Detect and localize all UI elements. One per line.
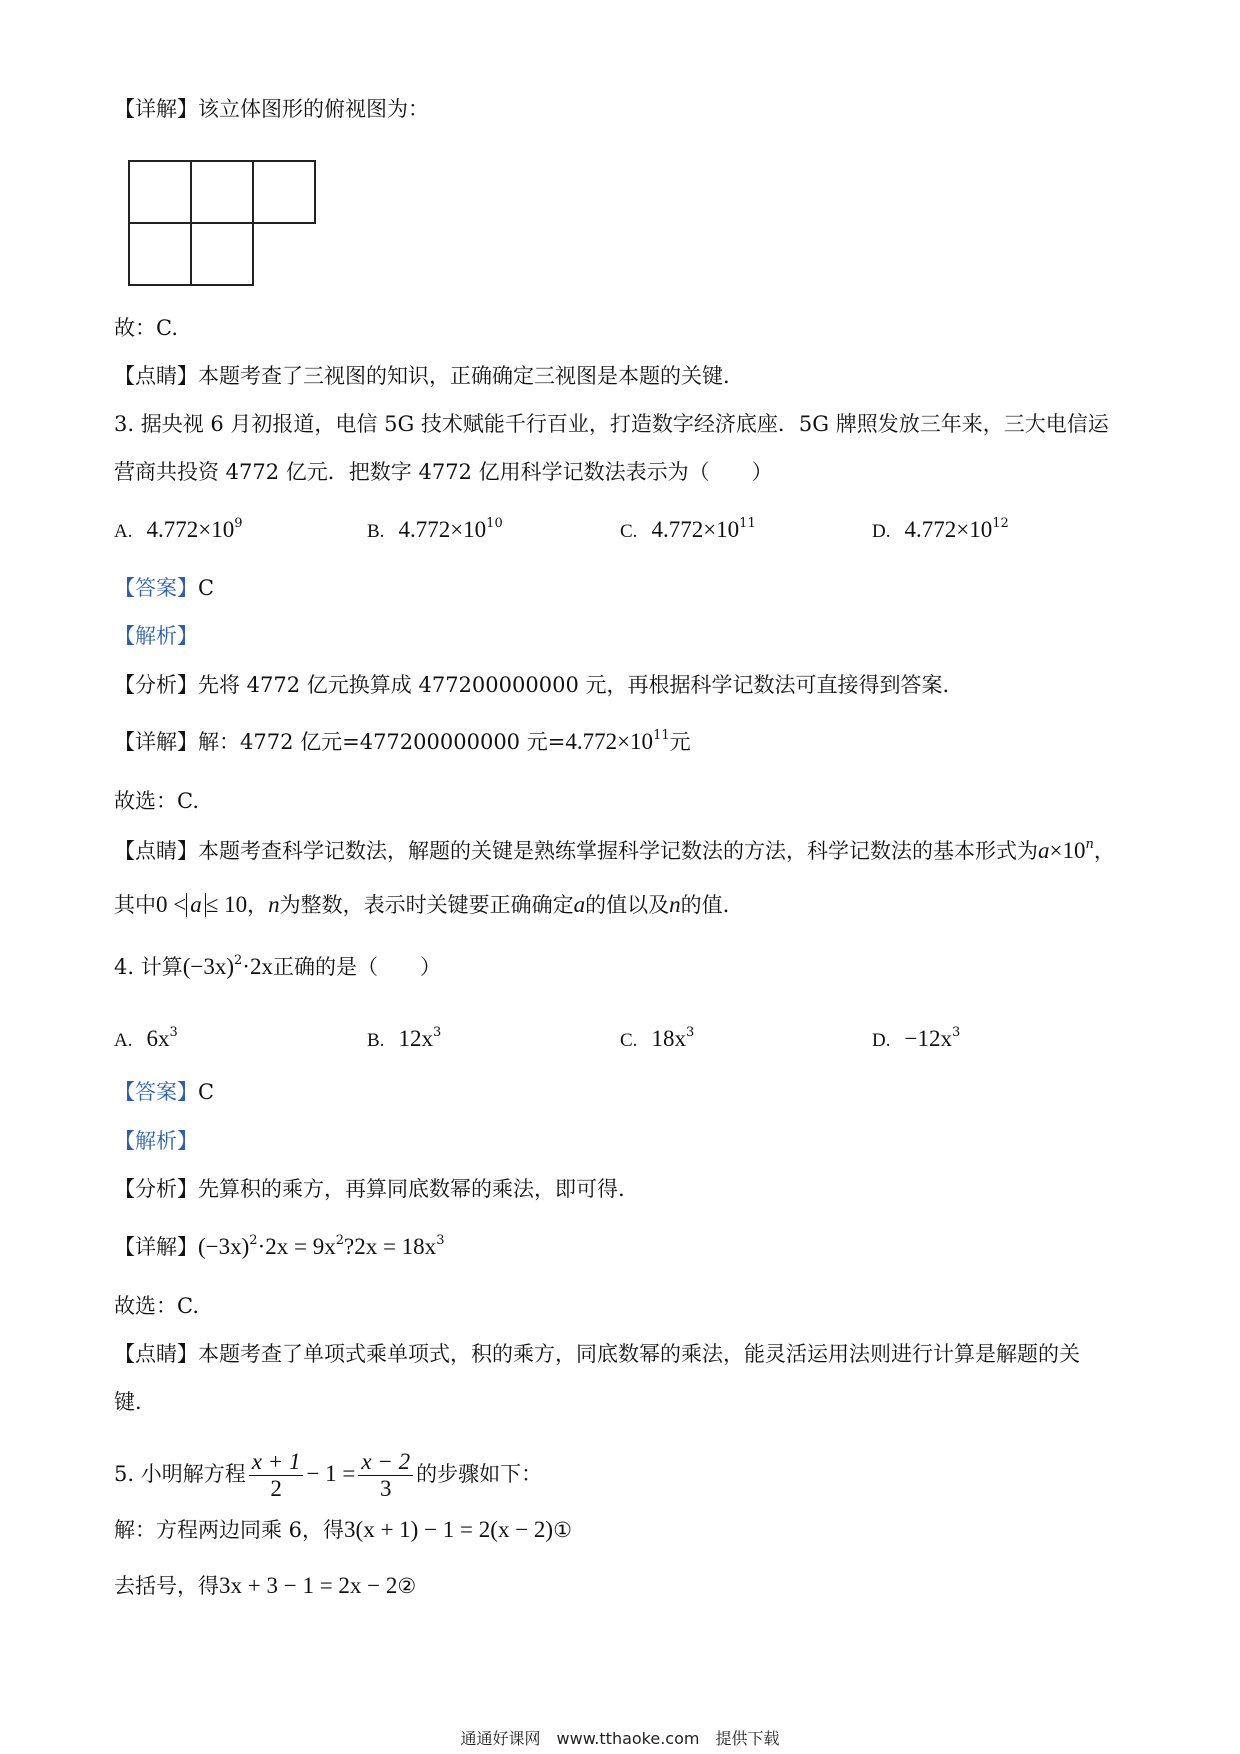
punctuation: ， — [1093, 839, 1115, 863]
math-var-n: n — [669, 892, 681, 917]
option-label: A. — [114, 521, 133, 542]
math-ineq-right: ≤ 10 — [205, 892, 248, 917]
top-view-cell — [190, 160, 254, 224]
option-exponent: 3 — [685, 1025, 695, 1040]
punctuation: ， — [247, 893, 269, 917]
q3-option-b — [367, 515, 503, 547]
q4-detail-mid: ·2x = 9x — [257, 1234, 336, 1259]
option-exponent: 12 — [992, 516, 1009, 531]
option-exponent: 11 — [739, 516, 756, 531]
option-exponent: 3 — [169, 1025, 178, 1040]
q4-insight-text: 本题考查了单项式乘单项式，积的乘方，同底数幂的乘法，能灵活运用法则进行计算是解题的关 — [198, 1342, 1080, 1366]
q5-step1-text: 解：方程两边同乘 6，得 — [114, 1518, 345, 1542]
prev-insight-text: 本题考查了三视图的知识，正确确定三视图是本题的关键. — [198, 364, 730, 388]
q5-fraction-1 — [249, 1449, 304, 1502]
fraction-numerator: x + 1 — [249, 1449, 304, 1476]
option-label: C. — [620, 521, 638, 542]
math-times-ten: ×10 — [1049, 838, 1086, 863]
q4-detail-exponent: 2 — [249, 1233, 258, 1248]
q4-answer-value: C — [198, 1080, 215, 1104]
q3-stem-line1: 3. 据央视 6 月初报道，电信 5G 技术赋能千行百业，打造数字经济底座．5G 牌照发放三年来，三大电信运 — [114, 412, 1109, 436]
q3-option-d — [872, 515, 1009, 547]
q3-stem-line2: 营商共投资 4772 亿元．把数字 4772 亿用科学记数法表示为（ ） — [114, 460, 773, 484]
option-value: 4.772×10 — [651, 517, 740, 542]
q3-detail — [114, 727, 691, 757]
q3-option-a — [114, 515, 243, 547]
option-value: 6x — [146, 1026, 170, 1051]
q4-option-d — [872, 1024, 960, 1056]
prev-insight — [114, 361, 730, 391]
analyze-tag: 【分析】 — [114, 673, 198, 697]
q4-insight-line2: 键. — [114, 1390, 142, 1414]
analyze-tag: 【分析】 — [114, 1177, 198, 1201]
option-label: D. — [872, 1030, 891, 1051]
q3-detail-text: 解：4772 亿元=477200000000 元= — [198, 730, 566, 754]
q4-detail-mid: ?2x = 18x — [344, 1234, 437, 1259]
q5-fraction-2 — [358, 1449, 413, 1502]
math-var-a: a — [573, 892, 586, 917]
q4-option-a — [114, 1024, 178, 1056]
q5-step2-equation: 3x + 3 − 1 = 2x − 2 — [219, 1573, 398, 1598]
top-view-cell — [190, 222, 254, 286]
detail-tag: 【详解】 — [114, 97, 198, 121]
q4-analysis — [114, 1174, 625, 1204]
q3-detail-suffix: 元 — [669, 730, 691, 754]
q3-analysis — [114, 670, 949, 700]
option-value: 12x — [398, 1026, 433, 1051]
top-view-cell — [128, 160, 192, 224]
q5-step1 — [114, 1515, 572, 1545]
detail-tag: 【详解】 — [114, 1235, 198, 1259]
q3-conclusion: 故选：C. — [114, 789, 199, 813]
text: 的值以及 — [585, 893, 670, 917]
option-label: C. — [620, 1030, 638, 1051]
math-var-a: a — [1038, 838, 1050, 863]
q4-expr-base: (−3x) — [182, 954, 235, 979]
q3-answer — [114, 573, 214, 603]
option-label: B. — [367, 1030, 385, 1051]
q3-detail-value: 4.772×10 — [565, 729, 654, 754]
math-ineq-left: 0 < — [156, 892, 187, 917]
option-label: B. — [367, 521, 385, 542]
option-value: 4.772×10 — [146, 517, 235, 542]
fraction-denominator: 3 — [380, 1476, 392, 1501]
q5-step2 — [114, 1571, 416, 1601]
insight-tag: 【点睛】 — [114, 839, 198, 863]
math-exponent-n: n — [1085, 837, 1094, 852]
q5-step2-text: 去括号，得 — [114, 1574, 219, 1598]
q5-step1-mark: ① — [553, 1518, 572, 1542]
prev-conclusion: 故：C. — [114, 316, 178, 340]
q4-detail-base: (−3x) — [198, 1234, 250, 1259]
option-label: D. — [872, 521, 891, 542]
option-exponent: 3 — [951, 1025, 961, 1040]
option-exponent: 3 — [432, 1025, 442, 1040]
q5-step2-mark: ② — [397, 1574, 417, 1598]
q3-answer-value: C — [198, 576, 215, 600]
option-value: 4.772×10 — [904, 517, 993, 542]
math-var-n: n — [268, 892, 280, 917]
q4-option-b — [367, 1024, 441, 1056]
insight-tag: 【点睛】 — [114, 1342, 198, 1366]
q5-prefix: 5. 小明解方程 — [114, 1462, 246, 1486]
q4-detail-exponent: 2 — [335, 1233, 344, 1248]
detail-tag: 【详解】 — [114, 730, 198, 754]
q3-analysis-text: 先将 4772 亿元换算成 477200000000 元，再根据科学记数法可直接得到答案. — [198, 673, 950, 697]
q4-option-c — [620, 1024, 694, 1056]
prev-detail-line — [114, 94, 429, 124]
q4-expr-exponent: 2 — [234, 953, 243, 968]
option-exponent: 9 — [234, 516, 243, 531]
q4-conclusion: 故选：C. — [114, 1294, 199, 1318]
q5-stem — [114, 1446, 542, 1502]
q4-answer — [114, 1077, 214, 1107]
text: 的值. — [680, 893, 730, 917]
answer-tag: 【答案】 — [114, 576, 198, 600]
answer-tag: 【答案】 — [114, 1080, 198, 1104]
q4-detail — [114, 1232, 444, 1262]
insight-tag: 【点睛】 — [114, 364, 198, 388]
option-value: 18x — [651, 1026, 686, 1051]
q3-detail-exponent: 11 — [653, 728, 670, 743]
q5-minus-one: − 1 = — [306, 1461, 356, 1486]
page-footer: 通通好课网 www.tthaoke.com 提供下载 — [460, 1729, 780, 1748]
q3-option-c — [620, 515, 756, 547]
q4-analysis-tag: 【解析】 — [114, 1129, 198, 1153]
option-value: 4.772×10 — [398, 517, 487, 542]
q3-insight-line2 — [114, 890, 729, 920]
option-value: −12x — [904, 1026, 952, 1051]
q3-insight-text: 本题考查科学记数法，解题的关键是熟练掌握科学记数法的方法，科学记数法的基本形式为 — [198, 839, 1038, 863]
q5-step1-equation: 3(x + 1) − 1 = 2(x − 2) — [344, 1517, 554, 1542]
q4-expr-rest: ·2x — [242, 954, 273, 979]
prev-detail-text: 该立体图形的俯视图为： — [198, 97, 429, 121]
q4-stem — [114, 952, 441, 982]
q4-suffix: 正确的是（ ） — [272, 955, 441, 979]
option-exponent: 10 — [486, 516, 503, 531]
q4-prefix: 4. 计算 — [114, 955, 183, 979]
top-view-cell — [128, 222, 192, 286]
fraction-numerator: x − 2 — [358, 1449, 413, 1476]
q4-analysis-text: 先算积的乘方，再算同底数幂的乘法，即可得. — [198, 1177, 625, 1201]
option-label: A. — [114, 1030, 133, 1051]
q4-insight-line1 — [114, 1339, 1080, 1369]
top-view-cell — [252, 160, 316, 224]
fraction-denominator: 2 — [270, 1476, 282, 1501]
math-abs-a: a — [186, 893, 206, 917]
text: 为整数，表示时关键要正确确定 — [279, 893, 574, 917]
q4-detail-exponent: 3 — [436, 1233, 445, 1248]
q5-suffix: 的步骤如下： — [416, 1462, 543, 1486]
q3-analysis-tag: 【解析】 — [114, 624, 198, 648]
text: 其中 — [114, 893, 156, 917]
q3-insight-line1 — [114, 836, 1115, 866]
